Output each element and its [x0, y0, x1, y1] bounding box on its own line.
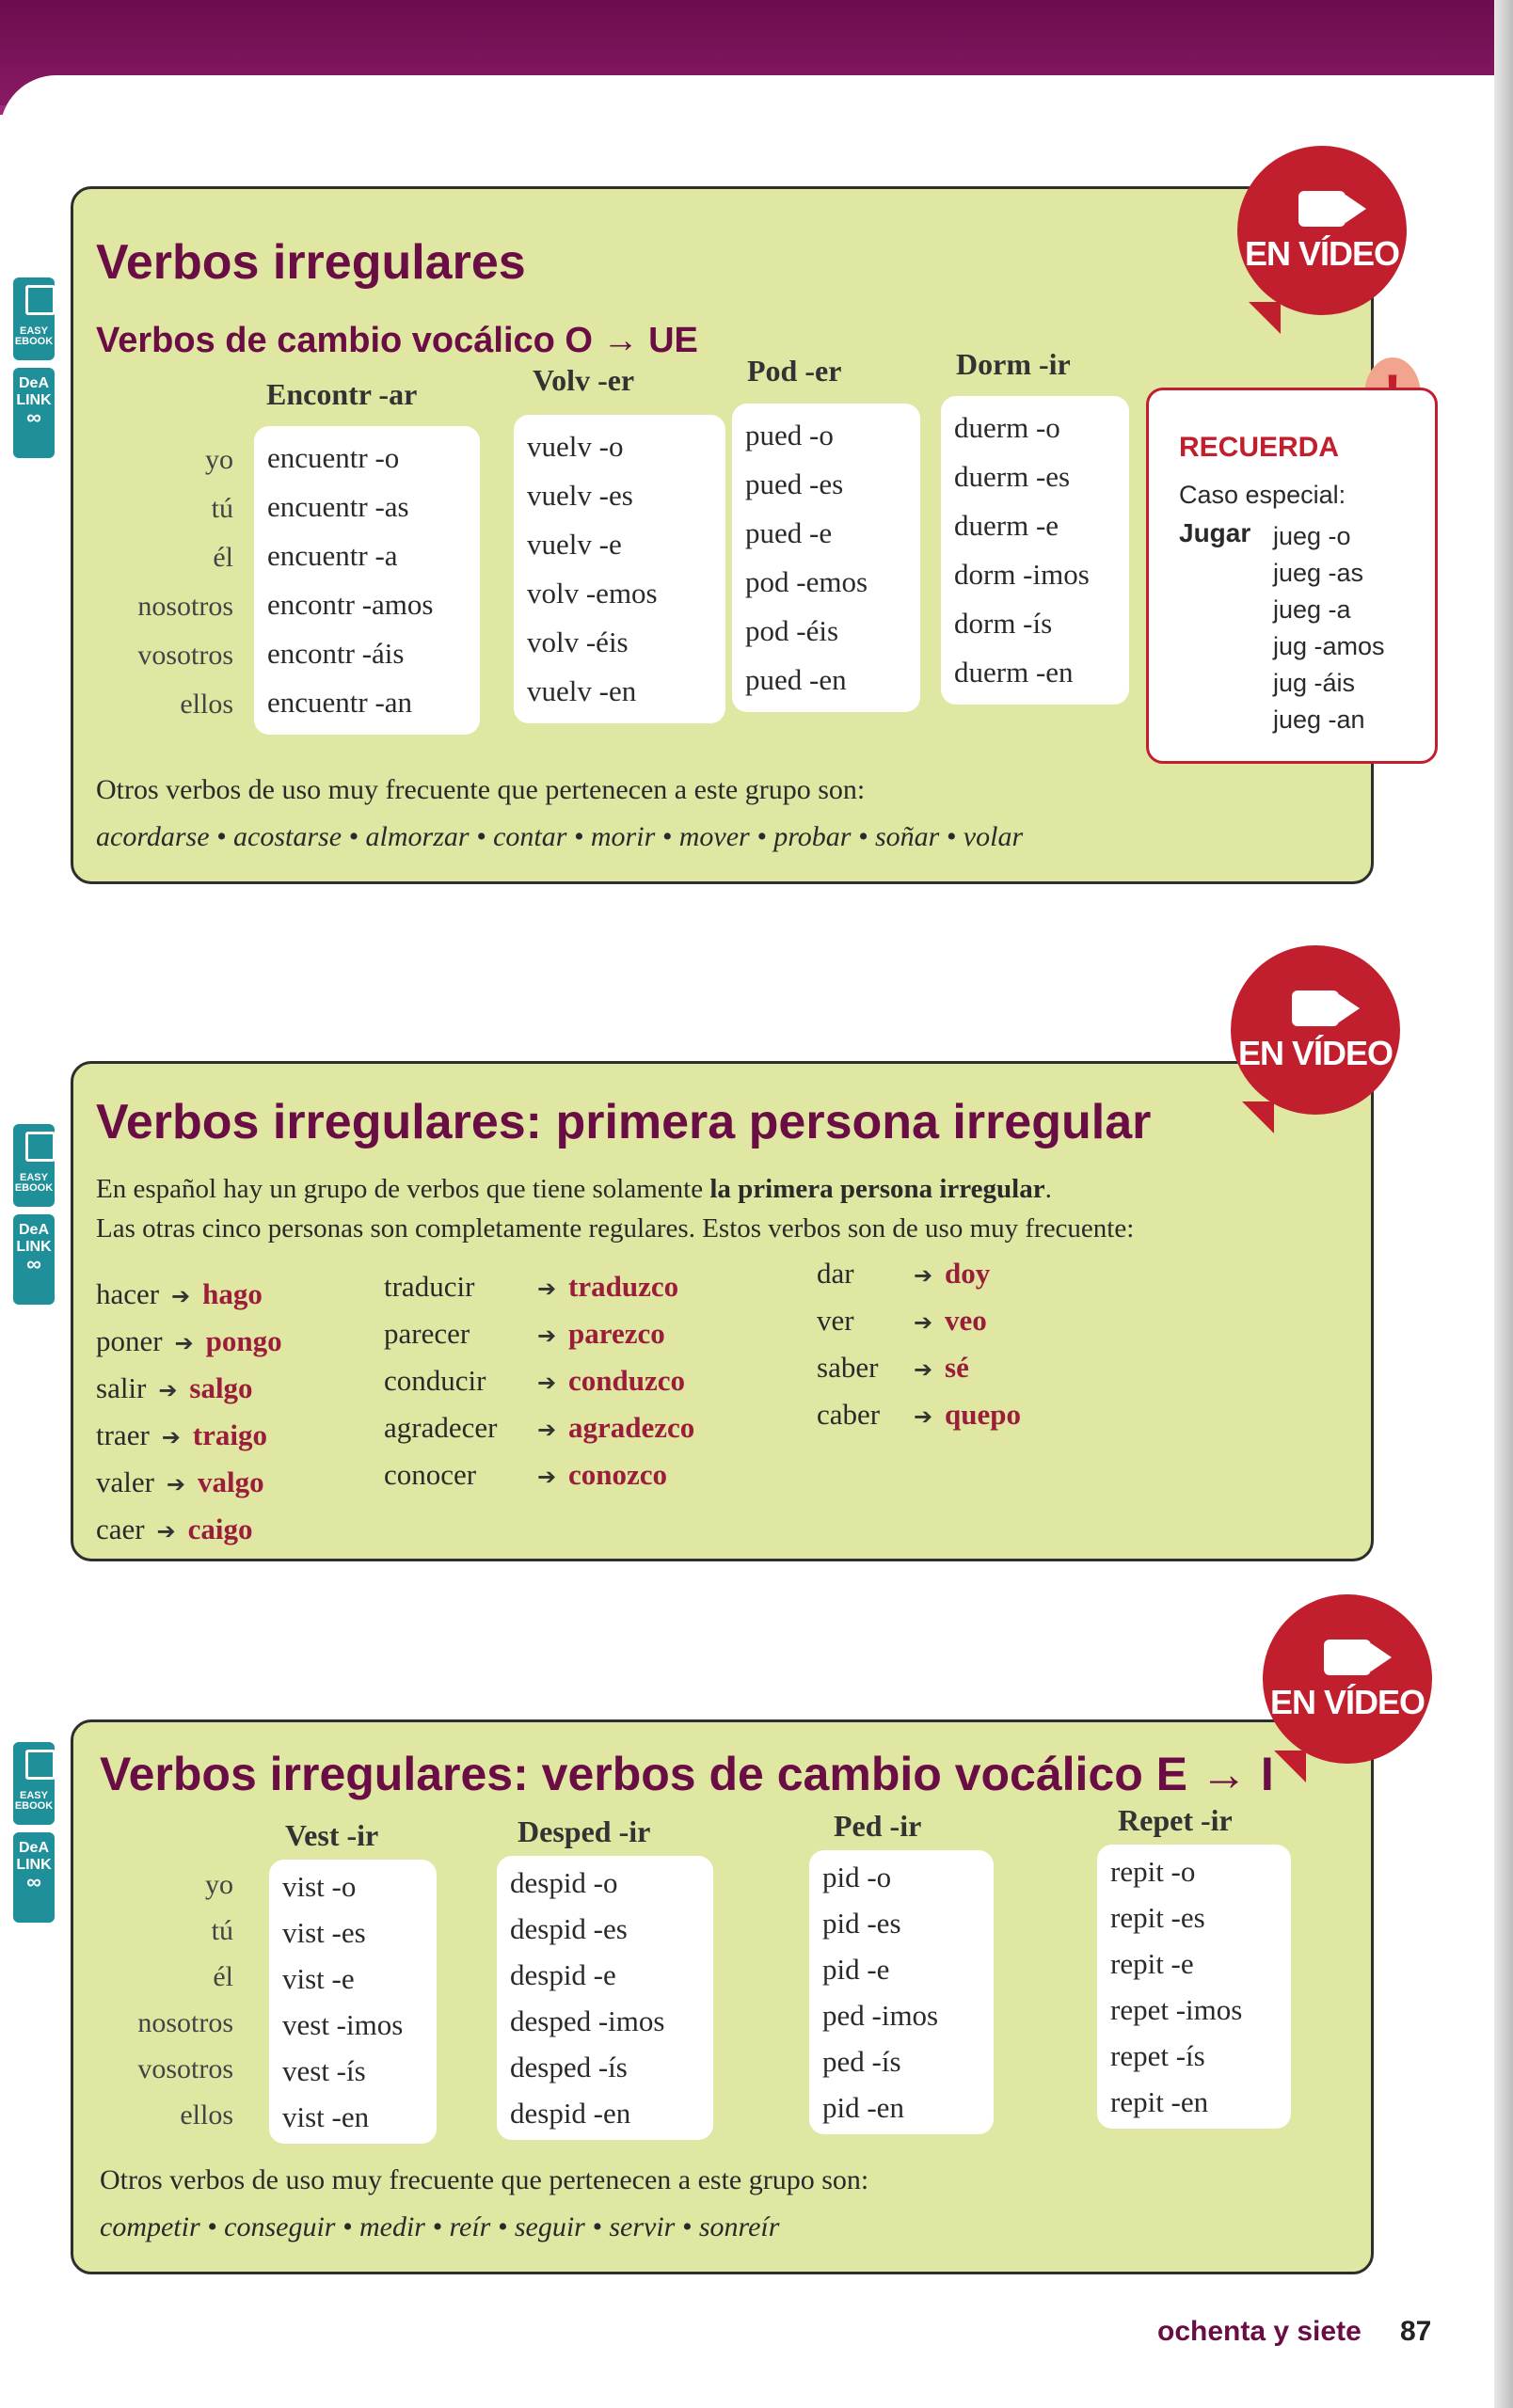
verb-group-1	[96, 1271, 282, 1553]
en-video-badge[interactable]: EN VÍDEO	[1263, 1594, 1432, 1764]
arrow-icon: ➔	[913, 1403, 933, 1430]
verb-pair: hacer ➔ hago	[96, 1271, 282, 1318]
arrow-icon: ➔	[536, 1323, 557, 1349]
note-lead: Otros verbos de uso muy frecuente que pertenecen a este grupo son:	[96, 774, 866, 805]
pronoun-column: yo tú él nosotros vosotros ellos	[137, 1869, 233, 2131]
arrow-icon: ➔	[536, 1275, 557, 1302]
verb-pair: dar ➔ doy	[817, 1250, 1021, 1297]
conjugation-column: vuelv -o vuelv -es vuelv -e volv -emos volv -éis vuelv -en	[514, 415, 725, 723]
verb-pair: conducir ➔ conduzco	[384, 1357, 694, 1404]
sidebar-icons-section3	[13, 1742, 56, 1923]
section-intro: En español hay un grupo de verbos que tiene solamente la primera persona irregular. Las otras cinco personas son completamente regulares. Estos verbos son de uso muy frecuente:	[96, 1174, 1135, 1244]
conjugation-column: vist -o vist -es vist -e vest -imos vest -ís vist -en	[269, 1860, 437, 2144]
video-camera-icon	[1298, 191, 1346, 227]
verb-pair: conocer ➔ conozco	[384, 1451, 694, 1498]
arrow-icon: ➔	[156, 1518, 176, 1545]
recuerda-box	[1146, 388, 1438, 764]
section-first-person-irregular	[71, 1061, 1374, 1561]
recuerda-title: RECUERDA	[1179, 432, 1340, 463]
arrow-icon: ➔	[913, 1309, 933, 1336]
conjugation-head: Encontr -ar	[266, 377, 418, 411]
conjugation-head: Dorm -ir	[956, 347, 1071, 381]
conjugation-head: Pod -er	[747, 354, 842, 388]
en-video-badge[interactable]: EN VÍDEO	[1231, 945, 1400, 1115]
section-subtitle: Verbos de cambio vocálico O → UE	[96, 321, 698, 360]
verb-pair: traducir ➔ traduzco	[384, 1263, 694, 1310]
arrow-icon: ➔	[536, 1417, 557, 1443]
verb-group-2	[384, 1263, 694, 1498]
conjugation-column: despid -o despid -es despid -e desped -imos desped -ís despid -en	[497, 1856, 713, 2140]
video-camera-icon	[1324, 1640, 1371, 1675]
section-title: Verbos irregulares	[96, 235, 526, 290]
conjugation-head: Ped -ir	[834, 1809, 922, 1843]
pronoun-column: yo tú él nosotros vosotros ellos	[137, 444, 233, 720]
arrow-icon: ➔	[913, 1356, 933, 1383]
recuerda-caption: Caso especial:	[1179, 481, 1346, 509]
verb-pair: parecer ➔ parezco	[384, 1310, 694, 1357]
page-right-edge	[1494, 0, 1513, 2408]
easy-ebook-icon[interactable]: EASY EBOOK	[13, 1124, 55, 1207]
conjugation-column: repit -o repit -es repit -e repet -imos repet -ís repit -en	[1097, 1845, 1291, 2129]
section-title: Verbos irregulares: verbos de cambio vocálico E → I	[100, 1748, 1274, 1800]
section-vowel-change-e-i	[71, 1719, 1374, 2274]
conjugation-column: pid -o pid -es pid -e ped -imos ped -ís pid -en	[809, 1850, 994, 2134]
conjugation-head: Repet -ir	[1118, 1803, 1233, 1837]
page-top-curve	[0, 75, 1513, 150]
arrow-icon: ➔	[158, 1377, 178, 1403]
sidebar-icons-section2	[13, 1124, 56, 1305]
recuerda-forms: jueg -o jueg -as jueg -a jug -amos jug -áis jueg -an	[1273, 522, 1385, 734]
page-number-words: ochenta y siete	[1157, 2316, 1362, 2347]
verb-pair: salir ➔ salgo	[96, 1365, 282, 1412]
sidebar-icons-section1	[13, 277, 56, 458]
dea-link-icon[interactable]: DeA LINK ∞	[13, 1832, 55, 1923]
conjugation-column: pued -o pued -es pued -e pod -emos pod -éis pued -en	[732, 404, 920, 712]
arrow-icon: ➔	[913, 1262, 933, 1289]
verb-pair: poner ➔ pongo	[96, 1318, 282, 1365]
note-lead: Otros verbos de uso muy frecuente que pertenecen a este grupo son:	[100, 2164, 869, 2195]
verb-pair: caer ➔ caigo	[96, 1506, 282, 1553]
section-title: Verbos irregulares: primera persona irregular	[96, 1095, 1152, 1149]
verb-pair: ver ➔ veo	[817, 1297, 1021, 1344]
conjugation-head: Vest -ir	[285, 1818, 379, 1852]
arrow-icon: ➔	[166, 1471, 186, 1497]
conjugation-column: encuentr -o encuentr -as encuentr -a encontr -amos encontr -áis encuentr -an	[254, 426, 480, 735]
easy-ebook-icon[interactable]: EASY EBOOK	[13, 277, 55, 360]
en-video-badge[interactable]: EN VÍDEO	[1237, 146, 1407, 315]
arrow-icon: ➔	[171, 1283, 191, 1309]
verb-pair: agradecer ➔ agradezco	[384, 1404, 694, 1451]
arrow-icon: ➔	[161, 1424, 181, 1450]
arrow-icon: ➔	[536, 1370, 557, 1396]
conjugation-head: Volv -er	[533, 363, 635, 397]
video-camera-icon	[1292, 990, 1339, 1026]
arrow-icon: ➔	[174, 1330, 194, 1356]
dea-link-icon[interactable]: DeA LINK ∞	[13, 1214, 55, 1305]
verb-pair: traer ➔ traigo	[96, 1412, 282, 1459]
verb-pair: caber ➔ quepo	[817, 1391, 1021, 1438]
conjugation-column: duerm -o duerm -es duerm -e dorm -imos dorm -ís duerm -en	[941, 396, 1129, 705]
conjugation-head: Desped -ir	[518, 1814, 651, 1848]
note-verb-list: acordarse • acostarse • almorzar • contar • morir • mover • probar • soñar • volar	[96, 821, 1024, 852]
verb-pair: saber ➔ sé	[817, 1344, 1021, 1391]
dea-link-icon[interactable]: DeA LINK ∞	[13, 368, 55, 458]
arrow-icon: ➔	[536, 1464, 557, 1490]
page-number: 87	[1400, 2316, 1432, 2347]
verb-pair: valer ➔ valgo	[96, 1459, 282, 1506]
note-verb-list: competir • conseguir • medir • reír • seguir • servir • sonreír	[100, 2211, 780, 2242]
verb-group-3	[817, 1250, 1021, 1438]
recuerda-verb: Jugar	[1179, 518, 1251, 547]
easy-ebook-icon[interactable]: EASY EBOOK	[13, 1742, 55, 1825]
